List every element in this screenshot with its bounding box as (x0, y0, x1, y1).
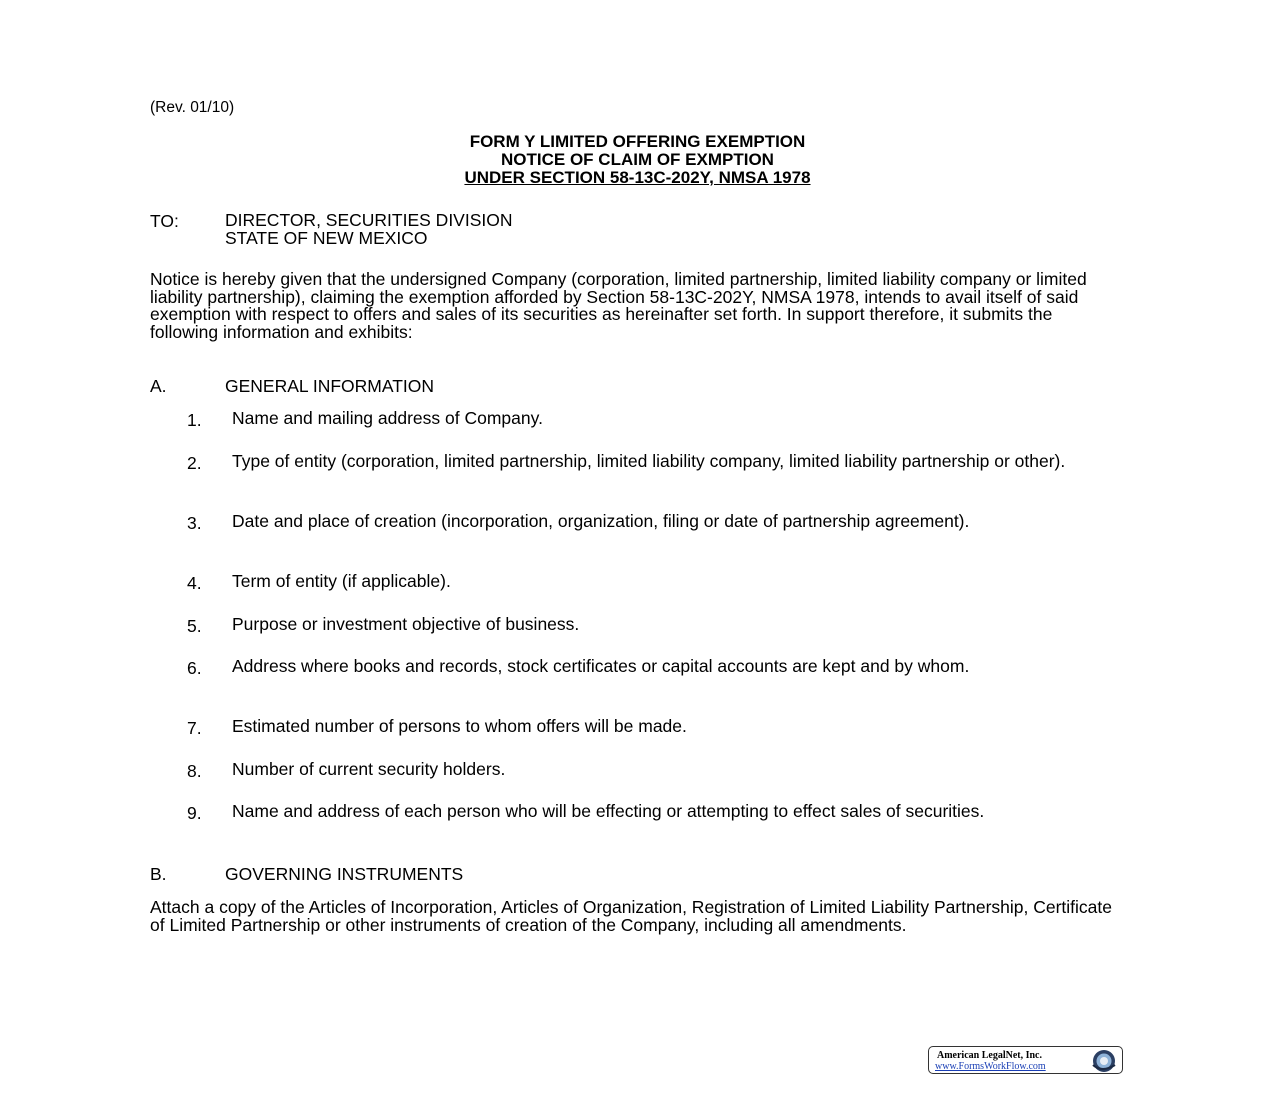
publisher-name: American LegalNet, Inc. (937, 1050, 1042, 1061)
list-item-text: Name and address of each person who will be effecting or attempting to effect sales of securities. (232, 801, 985, 821)
list-item-number: 9. (187, 803, 202, 823)
list-item-text: Term of entity (if applicable). (232, 571, 451, 591)
form-statute-reference: UNDER SECTION 58-13C-202Y, NMSA 1978 (464, 168, 811, 187)
addressee-line-1: DIRECTOR, SECURITIES DIVISION (225, 210, 513, 230)
list-item-text: Type of entity (corporation, limited partnership, limited liability company, limited liability partnership or other). (232, 451, 1066, 471)
list-item-number: 6. (187, 658, 202, 678)
list-item-number: 7. (187, 718, 202, 738)
list-item-number: 8. (187, 761, 202, 781)
governing-instruments-paragraph: Attach a copy of the Articles of Incorporation, Articles of Organization, Registration of Limited Liability Partnership, Certificate of Limited Partnership or other instruments of creation of the Company, including all amendments. (150, 897, 1112, 935)
list-item-text: Address where books and records, stock certificates or capital accounts are kept and by whom. (232, 656, 970, 676)
section-b-letter: B. (150, 864, 167, 884)
section-a-letter: A. (150, 376, 167, 396)
globe-icon (1084, 1048, 1120, 1074)
section-a-title: GENERAL INFORMATION (225, 376, 435, 396)
addressee-line-2: STATE OF NEW MEXICO (225, 228, 428, 248)
revision-label: (Rev. 01/10) (150, 99, 235, 116)
section-b-title: GOVERNING INSTRUMENTS (225, 864, 464, 884)
list-item-number: 5. (187, 616, 202, 636)
list-item-number: 4. (187, 573, 202, 593)
list-item-text: Estimated number of persons to whom offers will be made. (232, 716, 687, 736)
list-item-text: Purpose or investment objective of business. (232, 614, 580, 634)
list-item-number: 2. (187, 453, 202, 473)
publisher-logo[interactable] (928, 1046, 1123, 1074)
form-title: FORM Y LIMITED OFFERING EXEMPTION (469, 132, 806, 151)
list-item-text: Date and place of creation (incorporation, organization, filing or date of partnership agreement). (232, 511, 970, 531)
addressee-label: TO: (150, 211, 179, 231)
list-item-number: 1. (187, 410, 202, 430)
intro-paragraph: Notice is hereby given that the undersigned Company (corporation, limited partnership, limited liability company or limited liability partnership), claiming the exemption afforded by Section 58-13C-202Y, NMSA 1978, intends to avail itself of said exemption with respect to offers and sales of its securities as hereinafter set forth. In support therefore, it submits the following information and exhibits: (150, 269, 1087, 342)
list-item-text: Name and mailing address of Company. (232, 408, 543, 428)
form-subtitle: NOTICE OF CLAIM OF EXMPTION (501, 150, 774, 169)
publisher-url-link[interactable]: www.FormsWorkFlow.com (935, 1061, 1046, 1072)
list-item-text: Number of current security holders. (232, 759, 506, 779)
list-item-number: 3. (187, 513, 202, 533)
